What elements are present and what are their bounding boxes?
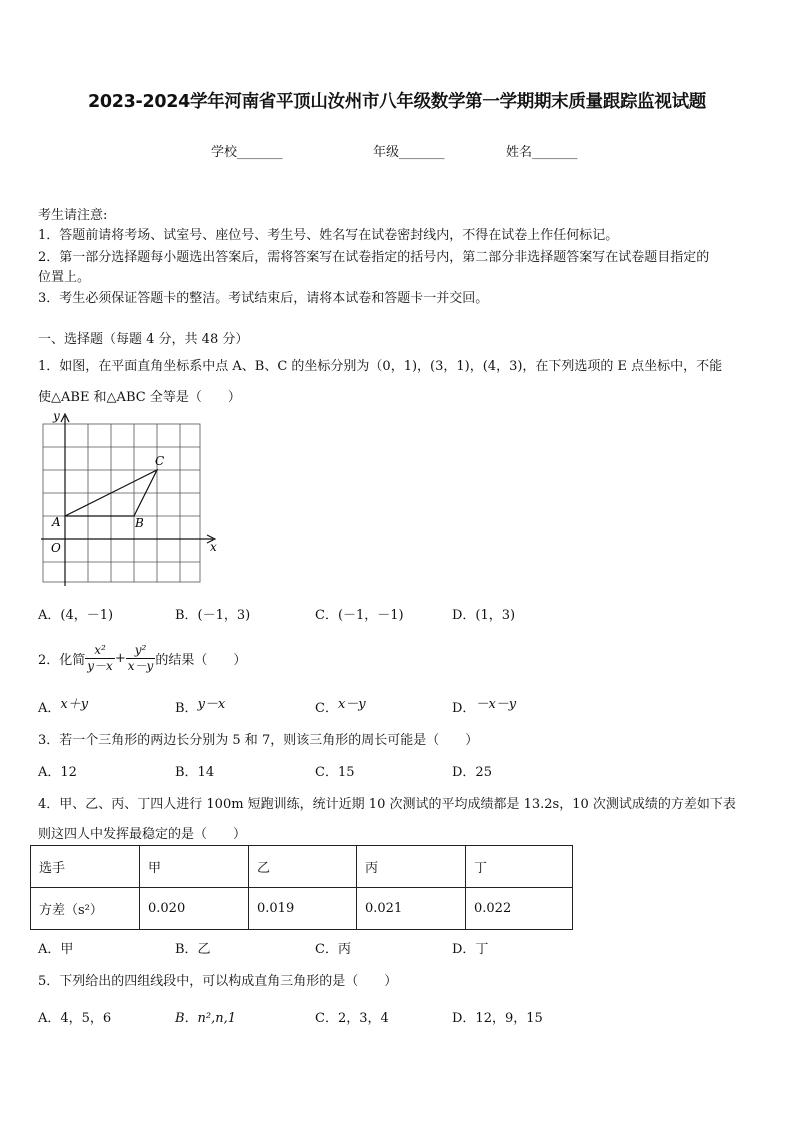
q2-option-b [175,697,225,716]
q2-frac1-numerator: x² [85,643,115,659]
table-cell: 乙 [249,846,357,888]
q2-fraction-1 [85,643,115,674]
q2-plus: + [114,650,126,666]
notice-heading: 考生请注意: [38,208,108,223]
notice-item-2-cont: 位置上。 [38,270,91,285]
point-c-label: C [155,454,165,468]
q2-frac1-denominator: y－x [87,658,113,673]
q5-stem: 5．下列给出的四组线段中，可以构成直角三角形的是（ ） [38,974,398,989]
q3-option-c: C．15 [315,765,355,780]
q2-option-c-value: x－y [337,697,366,712]
q3-option-d: D．25 [452,765,492,780]
table-cell: 丁 [466,846,573,888]
q2-suffix: 的结果（ ） [155,652,247,668]
q4-option-d: D．丁 [452,942,489,957]
q2-option-a-value: x＋y [60,697,89,712]
table-cell: 0.021 [357,888,466,930]
x-axis-label: x [210,540,217,554]
coordinate-graph [35,408,225,588]
table-cell: 0.020 [140,888,249,930]
q2-option-c [315,697,366,716]
school-field: 学校_______ [211,145,283,160]
q4-option-c: C．丙 [315,942,351,957]
q2-option-c-label: C． [315,701,338,716]
q3-stem: 3．若一个三角形的两边长分别为 5 和 7，则该三角形的周长可能是（ ） [38,733,479,748]
table-cell: 选手 [31,846,140,888]
q2-frac2-numerator: y² [126,643,156,659]
q5-option-d: D．12，9，15 [452,1011,543,1026]
origin-label: O [51,541,61,555]
point-a-label: A [52,515,61,529]
q2-stem [38,636,246,680]
table-cell: 0.022 [466,888,573,930]
q1-option-a: A．(4，－1) [38,608,114,623]
q2-option-a [38,697,88,716]
q1-option-b: B．(－1，3) [175,608,251,623]
table-cell: 方差（s²） [31,888,140,930]
q2-option-b-value: y－x [197,697,226,712]
table-row [31,888,573,930]
grade-field: 年级_______ [373,145,445,160]
q5-option-c: C．2，3，4 [315,1011,389,1026]
q5-option-a: A．4，5，6 [38,1011,112,1026]
notice-item-1: 1．答题前请将考场、试室号、座位号、考生号、姓名写在试卷密封线内，不得在试卷上作任何标记。 [38,228,619,243]
q1-stem-line2: 使△ABE 和△ABC 全等是（ ） [38,390,241,405]
notice-item-2: 2．第一部分选择题每小题选出答案后，需将答案写在试卷指定的括号内，第二部分非选择题答案写在试卷题目指定的 [38,250,710,265]
q2-option-a-label: A． [38,701,61,716]
q5-option-b: B．n²,n,1 [175,1011,237,1026]
q4-stem-line2: 则这四人中发挥最稳定的是（ ） [38,827,247,842]
section-heading: 一、选择题（每题 4 分，共 48 分） [38,332,249,347]
name-field: 姓名_______ [506,145,578,160]
q2-option-d [452,697,516,716]
q4-stem-line1: 4．甲、乙、丙、丁四人进行 100m 短跑训练，统计近期 10 次测试的平均成绩都是 13.2s，10 次测试成绩的方差如下表 [38,797,736,812]
table-row [31,846,573,888]
notice-item-3: 3．考生必须保证答题卡的整洁。考试结束后，请将本试卷和答题卡一并交回。 [38,291,489,306]
q2-option-d-label: D． [452,701,476,716]
q2-fraction-2 [126,643,156,674]
q2-option-d-value: －x－y [475,697,517,712]
point-b-label: B [135,516,144,530]
q1-option-d: D．(1，3) [452,608,516,623]
q2-option-b-label: B． [175,701,198,716]
table-cell: 甲 [140,846,249,888]
q1-option-c: C．(－1，－1) [315,608,404,623]
y-axis-label: y [53,409,60,423]
q1-stem-line1: 1．如图，在平面直角坐标系中点 A、B、C 的坐标分别为（0，1)，(3，1)，(4，3)，在下列选项的 E 点坐标中，不能 [38,359,723,374]
q4-option-b: B．乙 [175,942,211,957]
table-cell: 丙 [357,846,466,888]
table-cell: 0.019 [249,888,357,930]
q4-option-a: A．甲 [38,942,74,957]
q2-prefix: 2．化简 [38,652,86,668]
q3-option-b: B．14 [175,765,215,780]
page-title: 2023-2024学年河南省平顶山汝州市八年级数学第一学期期末质量跟踪监视试题 [88,92,706,112]
variance-table [30,845,573,930]
q2-frac2-denominator: x－y [127,658,154,673]
q3-option-a: A．12 [38,765,77,780]
